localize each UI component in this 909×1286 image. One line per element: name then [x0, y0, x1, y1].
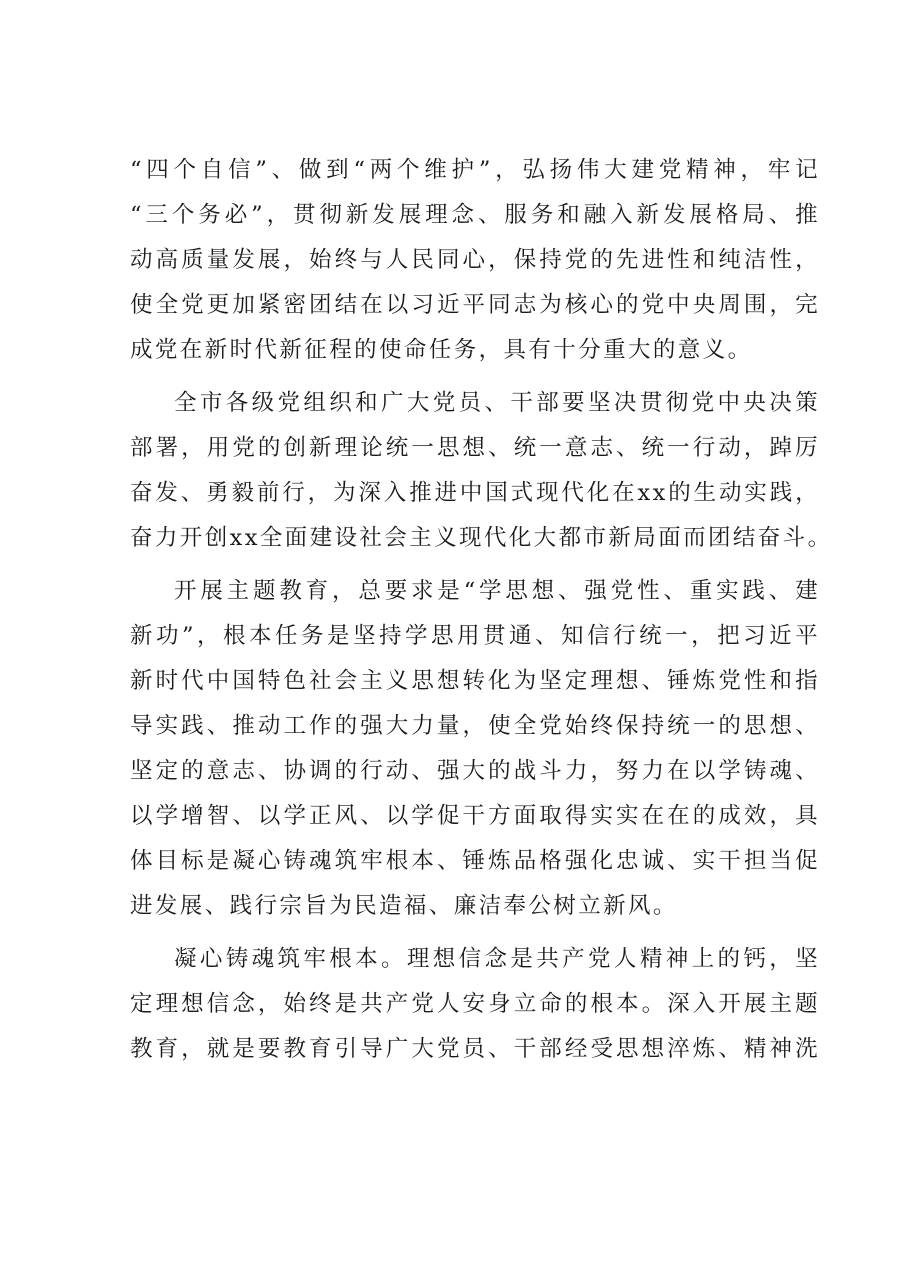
text-line: 以学增智、以学正风、以学促干方面取得实实在在的成效，具: [130, 803, 820, 829]
text-line: 使全党更加紧密团结在以习近平同志为核心的党中央周围，完: [130, 292, 820, 318]
text-line: 部署，用党的创新理论统一思想、统一意志、统一行动，踔厉: [130, 435, 820, 461]
text-line: 教育，就是要教育引导广大党员、干部经受思想淬炼、精神洗: [130, 1036, 820, 1062]
text-line: 新时代中国特色社会主义思想转化为坚定理想、锤炼党性和指: [130, 668, 820, 694]
text-line: 导实践、推动工作的强大力量，使全党始终保持统一的思想、: [130, 713, 820, 739]
text-line: 新功”，根本任务是坚持学思用贯通、知信行统一，把习近平: [130, 623, 820, 649]
text-line: “三个务必”，贯彻新发展理念、服务和融入新发展格局、推: [130, 202, 820, 228]
text-line: 坚定的意志、协调的行动、强大的战斗力，努力在以学铸魂、: [130, 758, 820, 784]
paragraph-2: [130, 381, 833, 561]
paragraph-1: [130, 148, 820, 373]
body-text: [130, 148, 833, 1072]
paragraph-3: [130, 569, 820, 929]
text-line: “四个自信”、做到“两个维护”，弘扬伟大建党精神，牢记: [130, 157, 820, 183]
text-line: 定理想信念，始终是共产党人安身立命的根本。深入开展主题: [130, 991, 820, 1017]
text-line: 全市各级党组织和广大党员、干部要坚决贯彻党中央决策: [174, 390, 820, 416]
text-line: 开展主题教育，总要求是“学思想、强党性、重实践、建: [174, 578, 820, 604]
text-line: 奋力开创xx全面建设社会主义现代化大都市新局面而团结奋斗。: [130, 525, 833, 551]
paragraph-4: [130, 937, 820, 1072]
text-line: 凝心铸魂筑牢根本。理想信念是共产党人精神上的钙，坚: [174, 946, 820, 972]
text-line: 成党在新时代新征程的使命任务，具有十分重大的意义。: [130, 337, 753, 363]
text-line: 动高质量发展，始终与人民同心，保持党的先进性和纯洁性，: [130, 247, 820, 273]
text-line: 奋发、勇毅前行，为深入推进中国式现代化在xx的生动实践，: [130, 480, 820, 506]
text-line: 体目标是凝心铸魂筑牢根本、锤炼品格强化忠诚、实干担当促: [130, 848, 820, 874]
text-line: 进发展、践行宗旨为民造福、廉洁奉公树立新风。: [130, 893, 678, 919]
